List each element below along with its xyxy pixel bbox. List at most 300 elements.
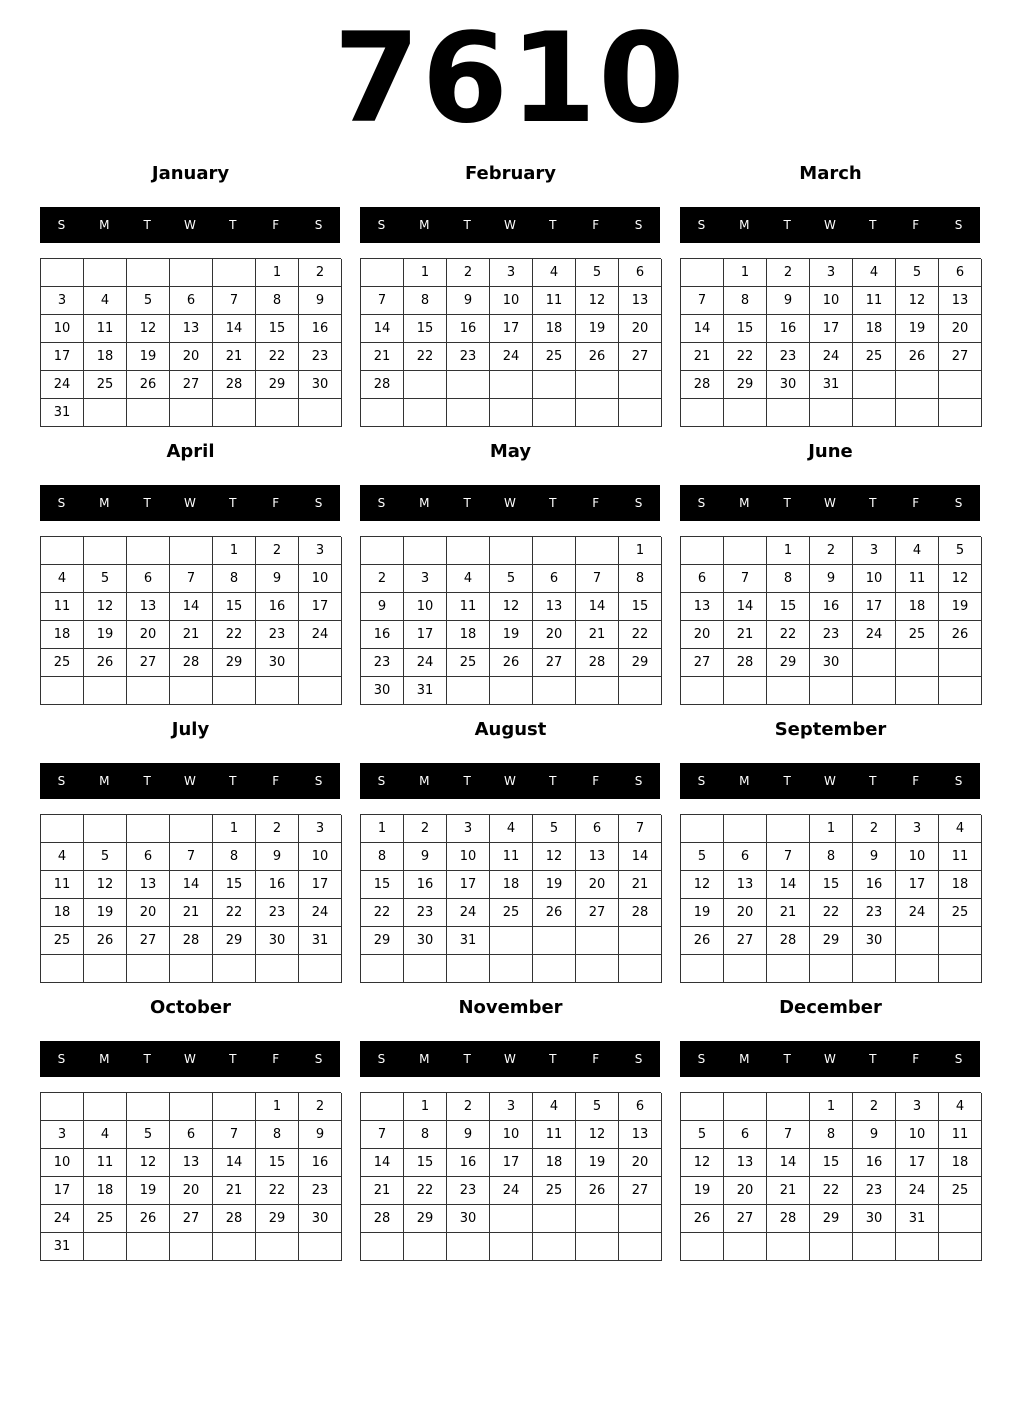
day-cell: 4 [490, 815, 533, 843]
weekday-label: T [143, 496, 151, 510]
day-cell [490, 399, 533, 427]
day-cell [681, 537, 724, 565]
day-cell: 22 [256, 1177, 299, 1205]
day-cell: 20 [619, 315, 662, 343]
day-cell: 27 [939, 343, 982, 371]
weekday-header [40, 485, 340, 521]
day-cell: 29 [810, 1205, 853, 1233]
day-cell: 6 [170, 287, 213, 315]
day-cell [896, 677, 939, 705]
day-cell: 30 [256, 649, 299, 677]
day-cell: 28 [213, 371, 256, 399]
day-cell: 30 [256, 927, 299, 955]
weekday-label: W [824, 774, 836, 788]
day-cell: 8 [213, 843, 256, 871]
day-cell: 22 [810, 899, 853, 927]
day-cell: 28 [619, 899, 662, 927]
day-cell: 29 [361, 927, 404, 955]
day-cell: 7 [213, 287, 256, 315]
day-cell: 11 [939, 1121, 982, 1149]
day-cell: 15 [256, 315, 299, 343]
weekday-label: M [419, 218, 430, 232]
day-cell: 9 [256, 843, 299, 871]
day-cell: 18 [447, 621, 490, 649]
day-cell [84, 1233, 127, 1261]
weekday-label: W [504, 774, 516, 788]
day-cell: 26 [896, 343, 939, 371]
day-cell [41, 815, 84, 843]
day-cell: 24 [404, 649, 447, 677]
day-cell [533, 677, 576, 705]
weekday-label: T [463, 774, 471, 788]
day-cell: 27 [127, 927, 170, 955]
day-cell: 17 [896, 1149, 939, 1177]
day-cell: 9 [767, 287, 810, 315]
day-cell: 24 [490, 343, 533, 371]
weekday-label: M [739, 496, 750, 510]
day-cell: 18 [84, 343, 127, 371]
day-cell [853, 399, 896, 427]
day-cell: 14 [213, 315, 256, 343]
day-cell: 4 [533, 1093, 576, 1121]
day-cell [84, 259, 127, 287]
month-name: May [489, 441, 532, 462]
day-cell: 24 [490, 1177, 533, 1205]
day-cell [447, 537, 490, 565]
day-cell [533, 927, 576, 955]
day-cell [767, 399, 810, 427]
day-cell: 8 [361, 843, 404, 871]
weekday-label: S [377, 1052, 386, 1066]
day-cell: 26 [490, 649, 533, 677]
day-cell [896, 955, 939, 983]
day-cell: 20 [170, 343, 213, 371]
day-cell: 12 [127, 1149, 170, 1177]
day-cell: 6 [127, 843, 170, 871]
day-cell: 8 [810, 843, 853, 871]
day-cell: 16 [767, 315, 810, 343]
day-cell: 8 [810, 1121, 853, 1149]
day-cell [361, 955, 404, 983]
day-cell [361, 399, 404, 427]
day-cell: 16 [853, 871, 896, 899]
day-cell: 10 [490, 1121, 533, 1149]
day-cell [853, 649, 896, 677]
day-cell: 30 [299, 371, 342, 399]
day-cell: 31 [810, 371, 853, 399]
day-cell [724, 1233, 767, 1261]
day-cell: 13 [127, 871, 170, 899]
day-cell: 23 [361, 649, 404, 677]
day-cell: 21 [361, 1177, 404, 1205]
day-cell: 21 [619, 871, 662, 899]
day-cell [619, 1233, 662, 1261]
day-cell: 17 [490, 315, 533, 343]
day-cell: 26 [84, 649, 127, 677]
day-cell: 26 [533, 899, 576, 927]
day-cell: 19 [576, 315, 619, 343]
day-cell: 5 [939, 537, 982, 565]
weekday-label: T [229, 496, 237, 510]
day-cell [127, 399, 170, 427]
day-cell: 6 [576, 815, 619, 843]
day-cell: 7 [767, 843, 810, 871]
month-name: November [458, 997, 563, 1018]
day-cell: 15 [724, 315, 767, 343]
day-cell [299, 399, 342, 427]
day-cell [127, 259, 170, 287]
weekday-header [360, 1041, 660, 1077]
day-cell [170, 399, 213, 427]
day-cell [767, 677, 810, 705]
day-cell [724, 677, 767, 705]
day-cell: 3 [810, 259, 853, 287]
weekday-label: S [954, 218, 963, 232]
day-cell [681, 259, 724, 287]
day-cell: 8 [213, 565, 256, 593]
day-cell: 4 [41, 843, 84, 871]
weekday-label: T [549, 218, 557, 232]
day-cell: 17 [810, 315, 853, 343]
day-cell: 27 [533, 649, 576, 677]
weekday-label: S [634, 496, 643, 510]
day-cell [127, 955, 170, 983]
day-cell: 15 [213, 593, 256, 621]
day-cell: 15 [404, 315, 447, 343]
weekday-label: S [57, 496, 66, 510]
day-cell: 10 [299, 843, 342, 871]
day-cell [576, 371, 619, 399]
day-cell: 17 [404, 621, 447, 649]
weekday-label: F [272, 774, 280, 788]
day-cell [256, 1233, 299, 1261]
day-cell: 16 [299, 1149, 342, 1177]
weekday-label: T [143, 774, 151, 788]
day-cell: 27 [619, 343, 662, 371]
day-cell: 6 [170, 1121, 213, 1149]
day-cell: 1 [767, 537, 810, 565]
day-cell [213, 955, 256, 983]
day-cell [533, 537, 576, 565]
day-cell [490, 1233, 533, 1261]
day-cell: 29 [256, 1205, 299, 1233]
day-cell [490, 955, 533, 983]
day-cell: 9 [853, 1121, 896, 1149]
day-cell: 20 [681, 621, 724, 649]
day-cell: 19 [681, 1177, 724, 1205]
day-cell [490, 677, 533, 705]
day-cell [41, 259, 84, 287]
day-cell: 18 [41, 621, 84, 649]
day-cell: 11 [490, 843, 533, 871]
day-cell: 25 [84, 1205, 127, 1233]
day-cell: 10 [896, 843, 939, 871]
day-cell: 6 [619, 259, 662, 287]
weekday-label: T [869, 218, 877, 232]
month-name: July [171, 719, 210, 740]
day-cell [361, 537, 404, 565]
day-cell: 5 [127, 1121, 170, 1149]
weekday-label: M [419, 774, 430, 788]
days-grid [360, 814, 661, 983]
day-cell: 19 [490, 621, 533, 649]
day-cell: 9 [810, 565, 853, 593]
day-cell [939, 649, 982, 677]
day-cell: 6 [619, 1093, 662, 1121]
day-cell: 15 [619, 593, 662, 621]
day-cell: 5 [84, 565, 127, 593]
weekday-header [360, 763, 660, 799]
day-cell: 25 [490, 899, 533, 927]
day-cell: 1 [256, 259, 299, 287]
day-cell [939, 955, 982, 983]
day-cell: 10 [490, 287, 533, 315]
day-cell: 7 [724, 565, 767, 593]
weekday-label: W [184, 774, 196, 788]
day-cell [533, 371, 576, 399]
days-grid [40, 536, 341, 705]
day-cell: 19 [939, 593, 982, 621]
day-cell [256, 677, 299, 705]
day-cell [170, 815, 213, 843]
day-cell: 20 [619, 1149, 662, 1177]
day-cell [447, 371, 490, 399]
weekday-label: W [184, 1052, 196, 1066]
day-cell [213, 1093, 256, 1121]
day-cell: 20 [724, 1177, 767, 1205]
day-cell [213, 259, 256, 287]
day-cell [619, 399, 662, 427]
day-cell [576, 677, 619, 705]
day-cell: 19 [896, 315, 939, 343]
weekday-label: W [504, 1052, 516, 1066]
day-cell: 29 [213, 927, 256, 955]
day-cell [490, 927, 533, 955]
day-cell: 2 [853, 1093, 896, 1121]
day-cell: 16 [447, 315, 490, 343]
day-cell: 7 [361, 287, 404, 315]
day-cell [896, 1233, 939, 1261]
day-cell [939, 371, 982, 399]
weekday-header [360, 207, 660, 243]
day-cell: 24 [299, 899, 342, 927]
day-cell [767, 1233, 810, 1261]
day-cell: 2 [299, 259, 342, 287]
day-cell: 21 [170, 621, 213, 649]
day-cell: 7 [681, 287, 724, 315]
day-cell [404, 955, 447, 983]
weekday-label: S [634, 1052, 643, 1066]
day-cell: 3 [299, 537, 342, 565]
day-cell: 28 [213, 1205, 256, 1233]
day-cell: 7 [170, 843, 213, 871]
day-cell [681, 815, 724, 843]
day-cell: 6 [724, 843, 767, 871]
weekday-header [680, 485, 980, 521]
day-cell: 11 [896, 565, 939, 593]
days-grid [40, 814, 341, 983]
day-cell: 21 [576, 621, 619, 649]
day-cell: 26 [576, 1177, 619, 1205]
day-cell: 26 [84, 927, 127, 955]
day-cell: 27 [170, 371, 213, 399]
day-cell: 24 [447, 899, 490, 927]
day-cell: 7 [576, 565, 619, 593]
day-cell: 25 [41, 927, 84, 955]
day-cell [896, 649, 939, 677]
day-cell [447, 399, 490, 427]
day-cell: 13 [576, 843, 619, 871]
day-cell: 19 [533, 871, 576, 899]
day-cell: 4 [447, 565, 490, 593]
day-cell: 28 [576, 649, 619, 677]
day-cell: 22 [619, 621, 662, 649]
day-cell: 3 [447, 815, 490, 843]
day-cell: 17 [447, 871, 490, 899]
day-cell: 1 [810, 1093, 853, 1121]
day-cell: 12 [490, 593, 533, 621]
day-cell: 25 [533, 1177, 576, 1205]
day-cell: 5 [84, 843, 127, 871]
weekday-label: S [377, 774, 386, 788]
day-cell [84, 815, 127, 843]
day-cell: 12 [533, 843, 576, 871]
days-grid [360, 1092, 661, 1261]
weekday-label: T [229, 1052, 237, 1066]
day-cell [724, 399, 767, 427]
day-cell: 22 [213, 621, 256, 649]
day-cell: 23 [810, 621, 853, 649]
weekday-label: M [99, 218, 110, 232]
day-cell: 27 [681, 649, 724, 677]
day-cell: 2 [447, 259, 490, 287]
day-cell: 27 [576, 899, 619, 927]
weekday-label: T [549, 774, 557, 788]
day-cell: 5 [490, 565, 533, 593]
day-cell: 26 [681, 1205, 724, 1233]
day-cell: 19 [84, 899, 127, 927]
weekday-label: S [634, 218, 643, 232]
weekday-label: M [739, 774, 750, 788]
day-cell: 4 [896, 537, 939, 565]
day-cell: 8 [256, 287, 299, 315]
day-cell: 23 [256, 621, 299, 649]
weekday-label: T [229, 774, 237, 788]
day-cell [41, 537, 84, 565]
day-cell: 20 [576, 871, 619, 899]
day-cell [84, 399, 127, 427]
day-cell [447, 677, 490, 705]
day-cell [939, 927, 982, 955]
day-cell: 15 [404, 1149, 447, 1177]
day-cell [447, 1233, 490, 1261]
day-cell: 13 [533, 593, 576, 621]
days-grid [360, 536, 661, 705]
weekday-label: M [739, 218, 750, 232]
day-cell: 11 [447, 593, 490, 621]
day-cell: 10 [404, 593, 447, 621]
weekday-label: W [504, 218, 516, 232]
day-cell: 6 [681, 565, 724, 593]
day-cell: 18 [490, 871, 533, 899]
days-grid [680, 814, 981, 983]
weekday-label: T [783, 774, 791, 788]
day-cell: 24 [896, 1177, 939, 1205]
day-cell: 16 [299, 315, 342, 343]
weekday-label: T [549, 496, 557, 510]
day-cell: 28 [767, 927, 810, 955]
day-cell: 12 [576, 1121, 619, 1149]
day-cell: 8 [404, 1121, 447, 1149]
day-cell: 20 [533, 621, 576, 649]
day-cell: 29 [404, 1205, 447, 1233]
weekday-label: T [783, 1052, 791, 1066]
weekday-label: T [229, 218, 237, 232]
day-cell [681, 1093, 724, 1121]
day-cell: 10 [447, 843, 490, 871]
day-cell: 12 [939, 565, 982, 593]
day-cell: 13 [724, 1149, 767, 1177]
day-cell: 19 [84, 621, 127, 649]
days-grid [40, 1092, 341, 1261]
month-name: December [779, 997, 882, 1018]
day-cell [170, 677, 213, 705]
day-cell: 22 [213, 899, 256, 927]
weekday-label: T [783, 496, 791, 510]
weekday-label: S [954, 496, 963, 510]
day-cell [681, 955, 724, 983]
weekday-label: F [912, 1052, 920, 1066]
day-cell: 17 [41, 1177, 84, 1205]
day-cell: 8 [619, 565, 662, 593]
day-cell: 24 [41, 1205, 84, 1233]
day-cell: 18 [84, 1177, 127, 1205]
day-cell [576, 1233, 619, 1261]
day-cell [213, 1233, 256, 1261]
day-cell [853, 955, 896, 983]
day-cell: 4 [41, 565, 84, 593]
day-cell: 7 [170, 565, 213, 593]
day-cell: 23 [256, 899, 299, 927]
day-cell: 5 [681, 843, 724, 871]
day-cell: 1 [404, 259, 447, 287]
day-cell: 1 [213, 815, 256, 843]
day-cell: 29 [213, 649, 256, 677]
day-cell: 5 [681, 1121, 724, 1149]
day-cell [299, 677, 342, 705]
day-cell [853, 1233, 896, 1261]
weekday-label: T [463, 496, 471, 510]
day-cell: 22 [404, 343, 447, 371]
weekday-label: T [869, 1052, 877, 1066]
day-cell: 31 [896, 1205, 939, 1233]
weekday-label: F [912, 496, 920, 510]
weekday-label: S [377, 496, 386, 510]
month-name: September [774, 719, 887, 740]
day-cell: 15 [361, 871, 404, 899]
day-cell: 30 [447, 1205, 490, 1233]
day-cell [41, 1093, 84, 1121]
day-cell: 28 [681, 371, 724, 399]
day-cell: 11 [84, 315, 127, 343]
day-cell: 19 [127, 343, 170, 371]
day-cell: 16 [404, 871, 447, 899]
day-cell [127, 677, 170, 705]
day-cell: 30 [299, 1205, 342, 1233]
day-cell: 20 [170, 1177, 213, 1205]
day-cell: 11 [41, 593, 84, 621]
day-cell: 5 [127, 287, 170, 315]
